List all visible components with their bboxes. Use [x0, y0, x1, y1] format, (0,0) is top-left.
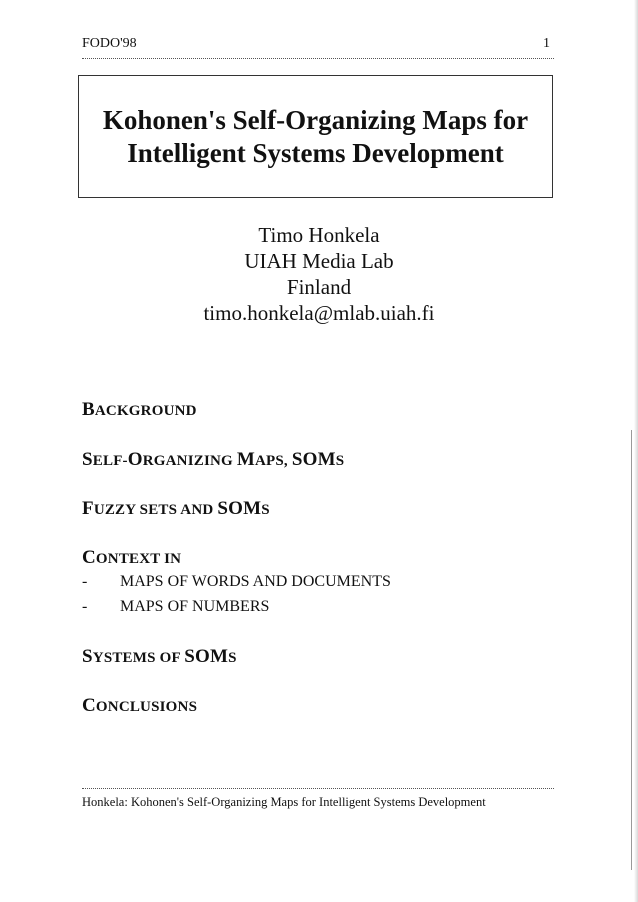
section-conclusions	[82, 694, 197, 719]
section-rest: S	[228, 650, 237, 666]
section-cap: SOM	[184, 646, 229, 667]
section-rest: ACKGROUND	[94, 403, 197, 419]
section-cap: C	[82, 695, 96, 716]
page-footer	[82, 788, 554, 810]
section-cap: S	[82, 646, 93, 667]
title-line-1: Kohonen's Self-Organizing Maps for	[102, 104, 529, 135]
conference-label: FODO'98	[82, 36, 137, 51]
author-name: Timo Honkela	[258, 223, 380, 247]
section-cap: S	[82, 449, 93, 470]
section-context	[82, 546, 181, 571]
section-rest: ONCLUSIONS	[95, 699, 198, 715]
list-item	[82, 597, 269, 617]
section-rest: YSTEMS OF	[92, 650, 185, 666]
section-cap: O	[127, 449, 143, 470]
section-cap: SOM	[291, 449, 336, 470]
section-rest: RGANIZING	[142, 453, 237, 469]
section-self-organizing-maps	[82, 448, 344, 473]
author-block	[0, 222, 638, 326]
list-item-text: MAPS OF NUMBERS	[120, 598, 270, 615]
author-affiliation: UIAH Media Lab	[244, 249, 394, 273]
section-systems-of-soms	[82, 645, 237, 670]
list-item	[82, 572, 391, 592]
section-cap: F	[82, 498, 94, 519]
author-country: Finland	[286, 275, 352, 299]
section-fuzzy-sets	[82, 497, 270, 522]
footer-text: Honkela: Kohonen's Self-Organizing Maps for Intelligent Systems Development	[82, 795, 486, 809]
scan-page-edge	[634, 0, 638, 902]
page-number: 1	[543, 36, 550, 51]
section-cap: B	[82, 399, 95, 420]
section-rest: S	[335, 453, 345, 469]
section-background	[82, 398, 197, 423]
section-rest: APS,	[254, 453, 292, 469]
section-cap: M	[236, 449, 255, 470]
page-header	[82, 36, 554, 59]
scan-edge-line	[631, 430, 632, 870]
list-dash: -	[82, 573, 88, 590]
section-rest: ELF-	[92, 453, 128, 469]
list-dash: -	[82, 598, 88, 615]
section-rest: UZZY SETS AND	[93, 502, 218, 518]
section-cap: C	[82, 547, 96, 568]
section-cap: SOM	[217, 498, 262, 519]
section-rest: S	[261, 502, 270, 518]
section-rest: ONTEXT IN	[95, 551, 182, 567]
title-line-2: Intelligent Systems Development	[127, 137, 504, 168]
title-box	[78, 75, 553, 198]
author-email: timo.honkela@mlab.uiah.fi	[203, 301, 435, 325]
list-item-text: MAPS OF WORDS AND DOCUMENTS	[120, 573, 391, 590]
